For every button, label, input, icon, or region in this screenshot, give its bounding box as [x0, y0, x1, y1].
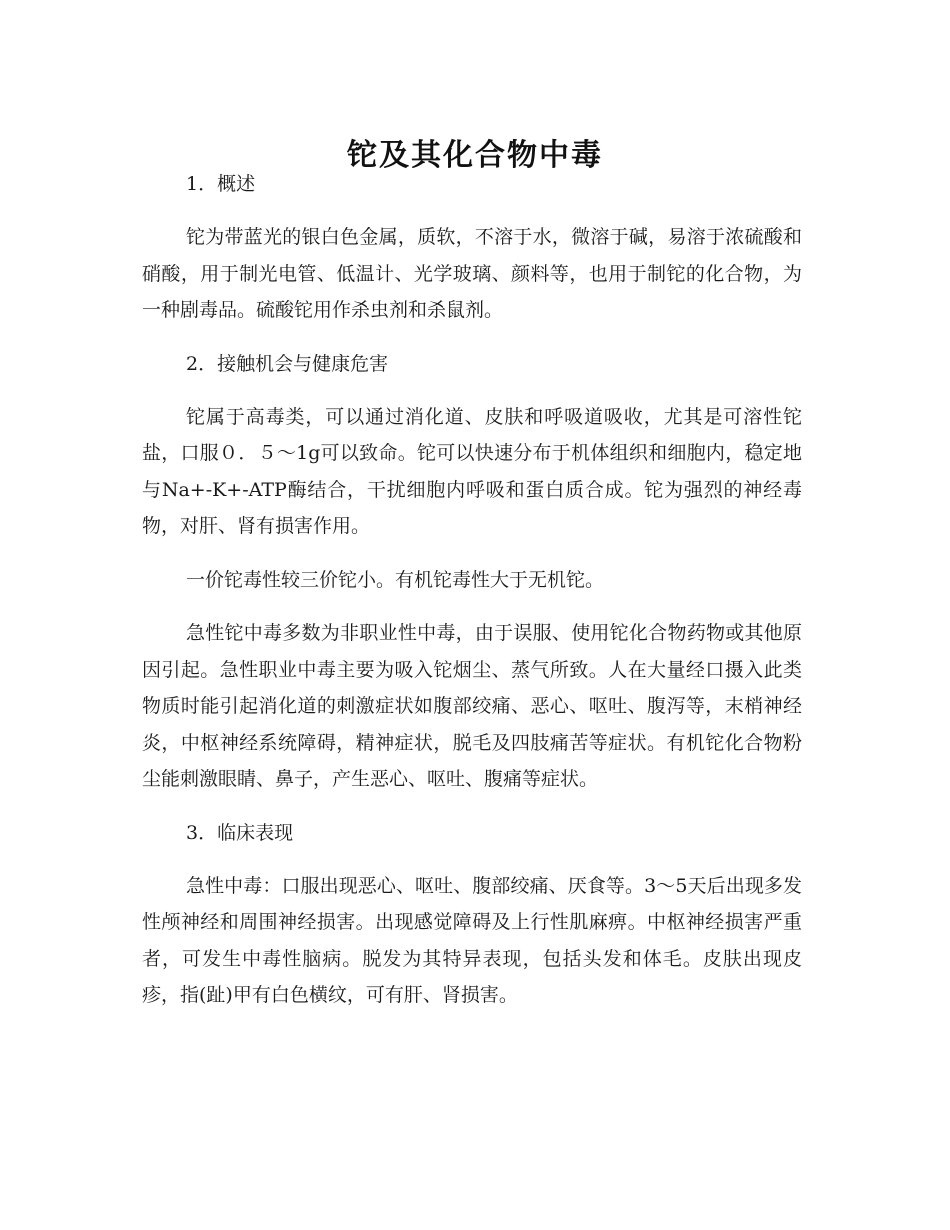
paragraph-overview: 铊为带蓝光的银白色金属，质软，不溶于水，微溶于碱，易溶于浓硫酸和硝酸，用于制光电管、低温计、光学玻璃、颜料等，也用于制铊的化合物，为一种剧毒品。硫酸铊用作杀虫剂和杀鼠剂。 — [142, 226, 802, 321]
section-heading-overview: 1．概述 — [186, 173, 256, 195]
paragraph-acute-poisoning: 急性铊中毒多数为非职业性中毒，由于误服、使用铊化合物药物或其他原因引起。急性职业中毒主要为吸入铊烟尘、蒸气所致。人在大量经口摄入此类物质时能引起消化道的刺激症状如腹部绞痛、恶心、呕吐、腹泻等，末梢神经炎，中枢神经系统障碍，精神症状，脱毛及四肢痛苦等症状。有机铊化合物粉尘能刺激眼睛、鼻子，产生恶心、呕吐、腹痛等症状。 — [142, 622, 802, 790]
paragraph-toxicity: 铊属于高毒类，可以通过消化道、皮肤和呼吸道吸收，尤其是可溶性铊盐，口服０．５～1g可以致命。铊可以快速分布于机体组织和细胞内，稳定地与Na+-K+-ATP酶结合，干扰细胞内呼吸和蛋白质合成。铊为强烈的神经毒物，对肝、肾有损害作用。 — [142, 405, 802, 537]
paragraph-valence-toxicity: 一价铊毒性较三价铊小。有机铊毒性大于无机铊。 — [186, 568, 605, 591]
document-body — [142, 166, 802, 1031]
section-heading-clinical: 3．临床表现 — [186, 821, 294, 844]
section-heading-exposure: 2．接触机会与健康危害 — [186, 352, 389, 375]
paragraph-acute-clinical: 急性中毒：口服出现恶心、呕吐、腹部绞痛、厌食等。3～5天后出现多发性颅神经和周围神经损害。出现感觉障碍及上行性肌麻痹。中枢神经损害严重者，可发生中毒性脑病。脱发为其特异表现，包括头发和体毛。皮肤出现皮疹，指(趾)甲有白色横纹，可有肝、肾损害。 — [142, 874, 802, 1006]
page-title: 铊及其化合物中毒 — [347, 138, 603, 174]
